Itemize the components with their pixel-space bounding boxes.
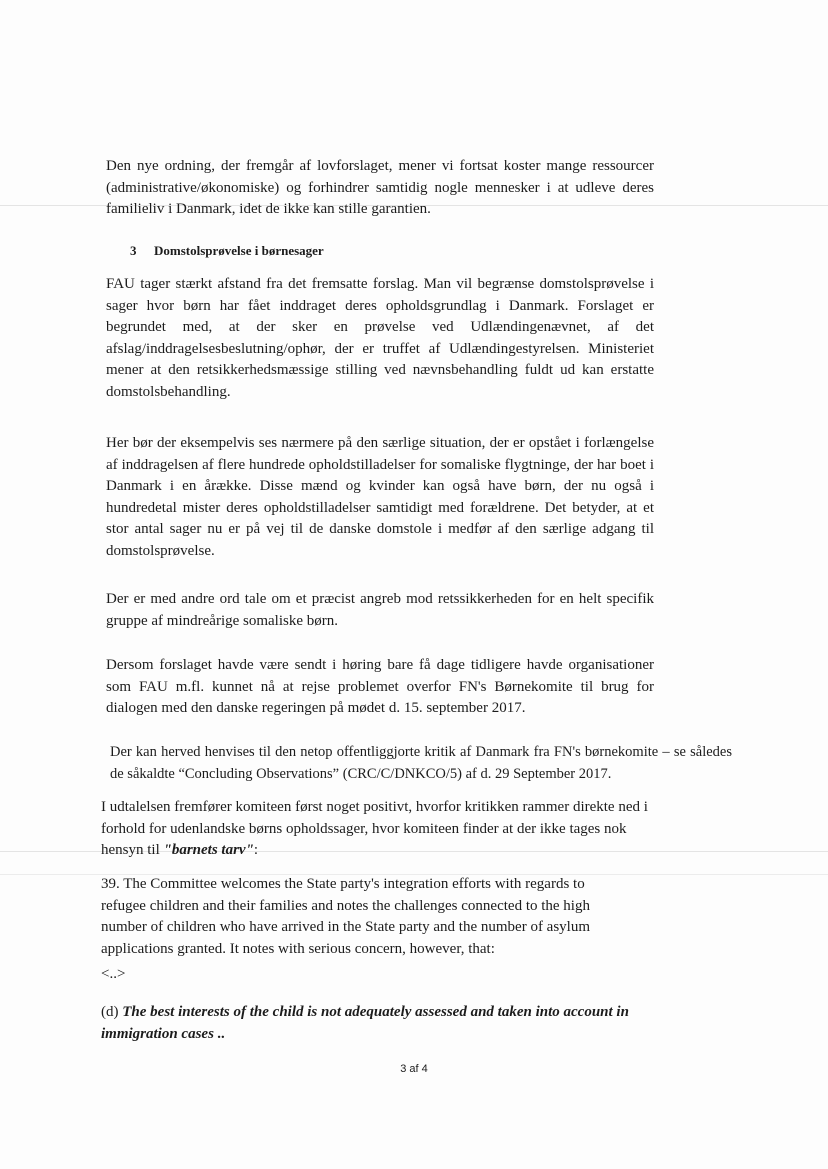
quote-d-label: (d)	[101, 1004, 123, 1020]
quote-d-trailing: ..	[213, 1025, 226, 1042]
section-heading	[130, 243, 324, 259]
paragraph-4: Dersom forslaget havde være sendt i høring bare få dage tidligere havde organisationer som FAU m.fl. kunnet nå at rejse problemet overfor FN's Børnekomite til brug for dialogen med den danske regeringen på mødet d. 15. september 2017.	[106, 657, 654, 716]
best-interests-emphasis: The best interests of the child is not adequately assessed and taken into account in immigration cases	[101, 1004, 629, 1042]
section-title: Domstolsprøvelse i børnesager	[154, 243, 324, 258]
paragraph-3: Der er med andre ord tale om et præcist angreb mod retssikkerheden for en helt specifik gruppe af mindreårige somaliske børn.	[106, 591, 654, 629]
barnets-tarv-emphasis: "barnets tarv"	[163, 842, 254, 858]
paragraph-6-text: I udtalelsen fremfører komiteen først noget positivt, hvorfor kritikken rammer direkte ned i forhold for udenlandske børns opholdssager, hvor komiteen finder at der ikke tages nok hensyn til	[101, 799, 648, 858]
paragraph-6	[101, 797, 649, 862]
paragraph-1: FAU tager stærkt afstand fra det fremsatte forslag. Man vil begrænse domstolsprøvelse i sager hvor børn har fået inddraget deres opholdsgrundlag i Danmark. Forslaget er begrundet med, at der sker en prøvelse ved Udlændingenævnet, af det afslag/inddragelsesbeslutning/ophør, der er truffet af Udlændingestyrelsen. Ministeriet mener at den retsikkerhedsmæssige stilling ved nævnsbehandling fuldt ud kan erstatte domstolsbehandling.	[106, 276, 654, 400]
committee-quote: 39. The Committee welcomes the State party's integration efforts with regards to refugee children and their families and notes the challenges connected to the high number of children who have arrived in the State party and the number of asylum applications granted. It notes with serious concern, however, that:	[101, 876, 591, 957]
intro-paragraph: Den nye ordning, der fremgår af lovforslaget, mener vi fortsat koster mange ressourcer (administrative/økonomiske) og forhindrer samtidig nogle mennesker i at udleve deres familieliv i Danmark, idet de ikke kan stille garantien.	[106, 158, 654, 217]
section-number: 3	[130, 243, 137, 258]
page-number: 3 af 4	[400, 1063, 428, 1075]
paragraph-5: Der kan herved henvises til den netop offentliggjorte kritik af Danmark fra FN's børnekomite – se således de såkaldte “Concluding Observations” (CRC/C/DNKCO/5) af d. 29 September 2017.	[110, 744, 732, 782]
ellipsis-marker: <..>	[101, 966, 126, 982]
paragraph-6-colon: :	[253, 842, 259, 858]
paragraph-2: Her bør der eksempelvis ses nærmere på den særlige situation, der er opstået i forlængelse af inddragelsen af flere hundrede opholdstilladelser for somaliske flygtninge, der har boet i Danmark i en årække. Disse mænd og kvinder kan også have børn, der nu også i hundredetal mister deres opholdstilladelser samtidigt med forældrene. Det betyder, at et stor antal sager nu er på vej til de danske domstole i medfør af den særlige adgang til domstolsprøvelse.	[106, 435, 654, 559]
committee-quote-d	[101, 1002, 661, 1045]
